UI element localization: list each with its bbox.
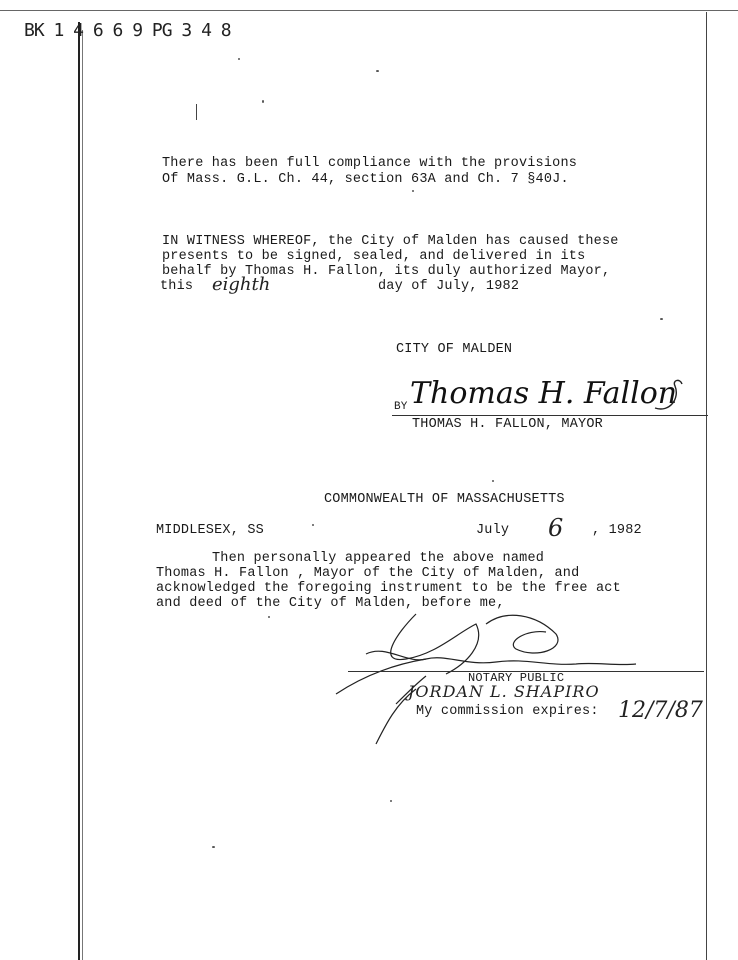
notary-public-title: NOTARY PUBLIC bbox=[468, 671, 565, 685]
left-margin-rule bbox=[78, 22, 80, 960]
book-page-stamp: BK 1 4 6 6 9 PG 3 4 8 bbox=[24, 20, 231, 41]
mayor-signature: Thomas H. Fallon bbox=[410, 376, 678, 411]
compliance-line-1: There has been full compliance with the provisions bbox=[162, 156, 578, 171]
commonwealth-heading: COMMONWEALTH OF MASSACHUSETTS bbox=[324, 492, 565, 507]
witness-handwritten-day: eighth bbox=[212, 274, 271, 295]
ack-date-year: , 1982 bbox=[592, 523, 642, 538]
ack-date-month: July bbox=[476, 523, 510, 538]
scan-speck bbox=[268, 616, 270, 618]
scan-speck bbox=[660, 318, 663, 320]
by-label: BY bbox=[394, 401, 408, 413]
scan-speck bbox=[238, 58, 240, 60]
witness-line-4-rest: day of July, 1982 bbox=[378, 279, 520, 294]
ack-line-4: and deed of the City of Malden, before me, bbox=[156, 596, 505, 611]
ack-date-day-handwritten: 6 bbox=[548, 514, 564, 542]
witness-line-1: IN WITNESS WHEREOF, the City of Malden has caused these bbox=[162, 234, 619, 249]
scan-speck bbox=[492, 480, 494, 482]
ack-line-1: Then personally appeared the above named bbox=[212, 551, 545, 566]
right-edge-rule bbox=[706, 12, 707, 960]
compliance-line-2: Of Mass. G.L. Ch. 44, section 63A and Ch. 7 §40J. bbox=[162, 172, 569, 187]
scan-speck bbox=[412, 190, 414, 192]
city-of-malden-label: CITY OF MALDEN bbox=[396, 342, 513, 357]
signature-flourish bbox=[650, 378, 710, 418]
signer-printed-name: THOMAS H. FALLON, MAYOR bbox=[412, 417, 603, 432]
ack-line-2: Thomas H. Fallon , Mayor of the City of Malden, and bbox=[156, 566, 580, 581]
scan-mark bbox=[196, 104, 197, 120]
witness-line-2: presents to be signed, sealed, and delivered in its bbox=[162, 249, 586, 264]
scan-speck bbox=[376, 70, 379, 72]
scan-speck bbox=[390, 800, 392, 802]
scan-speck bbox=[262, 100, 264, 103]
scan-speck bbox=[212, 846, 215, 848]
signature-line bbox=[392, 415, 708, 416]
ack-line-3: acknowledged the foregoing instrument to be the free act bbox=[156, 581, 621, 596]
witness-this-word: this bbox=[160, 279, 194, 294]
top-edge-rule bbox=[0, 10, 738, 11]
commission-expires-date: 12/7/87 bbox=[618, 698, 703, 723]
commission-expires-label: My commission expires: bbox=[416, 704, 599, 719]
county-label: MIDDLESEX, SS bbox=[156, 523, 264, 538]
scan-speck bbox=[312, 524, 314, 526]
notary-printed-name: JORDAN L. SHAPIRO bbox=[408, 682, 600, 701]
witness-line-3: behalf by Thomas H. Fallon, its duly authorized Mayor, bbox=[162, 264, 611, 279]
left-margin-rule-inner bbox=[82, 30, 83, 960]
